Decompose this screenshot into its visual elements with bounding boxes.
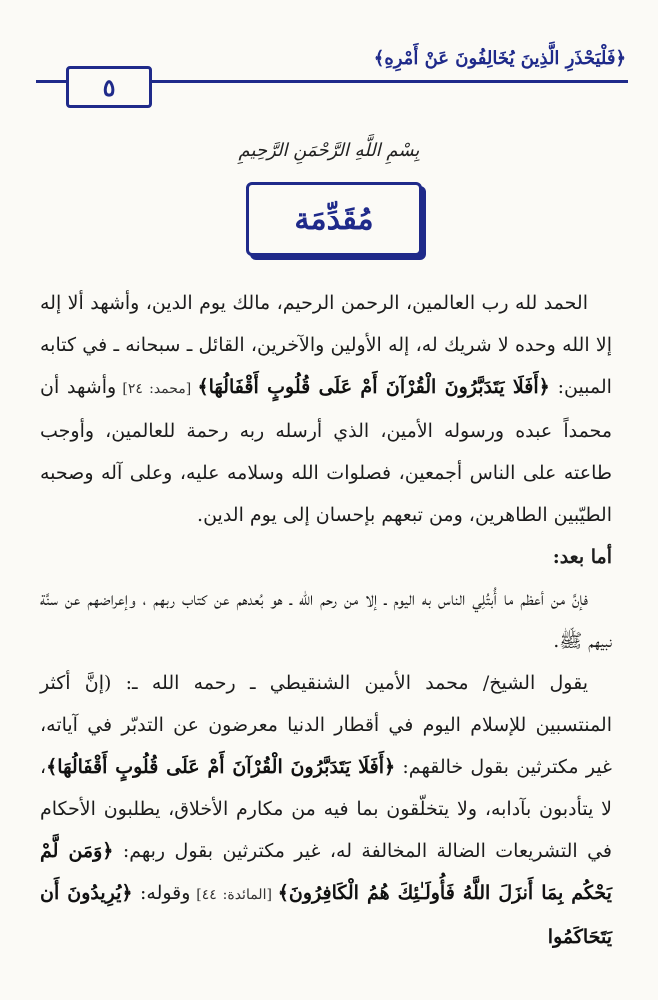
verse-reference: [محمد: ٢٤] — [116, 381, 198, 397]
paragraph-text: وقوله: — [132, 882, 191, 904]
quran-verse: ﴿وَمَن لَّمْ يَحْكُم بِمَا أَنزَلَ اللَّهُ فَأُولَـٰئِكَ هُمُ الْكَافِرُونَ﴾ — [40, 840, 612, 904]
page-number: ٥ — [66, 66, 152, 108]
paragraph-text: ، لا يتأدبون بآدابه، ولا يتخلّقون بما فيه من مكارم الأخلاق، يطلبون الأحكام في التشريعات الضالة المخالفة له، غير مكترثين بقول ربهم: — [40, 756, 613, 862]
quran-verse: ﴿أَفَلَا يَتَدَبَّرُونَ الْقُرْآنَ أَمْ عَلَى قُلُوبٍ أَقْفَالُهَا﴾ — [197, 376, 550, 398]
running-title: ﴿فَلْيَحْذَرِ الَّذِينَ يُخَالِفُونَ عَنْ أَمْرِهِ﴾ — [373, 48, 626, 69]
chapter-title: مُقَدِّمَة — [294, 201, 374, 237]
paragraph-text: وأشهد أن محمداً عبده ورسوله الأمين، الذي أرسله ربه رحمة للعالمين، وأوجب طاعته على الناس أجمعين، فصلوات الله وسلامه عليه، وعلى آله وصحبه الطيّبين الطاهرين، ومن تبعهم بإحسان إلى يوم الدين. — [40, 376, 612, 526]
basmala: بِسْمِ اللَّهِ الرَّحْمَنِ الرَّحِيمِ — [238, 140, 420, 161]
body-text — [40, 282, 612, 958]
paragraph-text: الحمد لله رب العالمين، الرحمن الرحيم، مالك يوم الدين، وأشهد ألا إله إلا الله وحده لا شريك له، إله الأولين والآخرين، القائل ـ سبحانه ـ في كتابه المبين: — [40, 292, 612, 398]
paragraph-quote — [40, 662, 612, 958]
paragraph-text: يقول الشيخ/ محمد الأمين الشنقيطي ـ رحمه الله ـ: (إنَّ أكثر المنتسبين للإسلام اليوم في أقطار الدنيا معرضون عن التدبّر في آياته، غير مكترثين بقول خالقهم: — [40, 672, 612, 778]
verse-reference: [المائدة: ٤٤] — [190, 887, 278, 903]
paragraph-intro — [40, 282, 612, 536]
section-heading: أما بعد: — [552, 546, 612, 568]
paragraph-2: فإنَّ من أعظم ما أُبتُلِي الناس به اليوم ـ إلا من رحم الله ـ هو بُعدهم عن كتاب ربهم ، وإعراضهم عن سنَّة نبيهم ﷺ. — [40, 588, 612, 652]
quran-verse: ﴿أَفَلَا يَتَدَبَّرُونَ الْقُرْآنَ أَمْ عَلَى قُلُوبٍ أَقْفَالُهَا﴾ — [46, 756, 396, 778]
title-frame — [246, 182, 422, 256]
page-header — [36, 48, 628, 108]
quran-verse: ﴿يُرِيدُونَ أَن يَتَحَاكَمُوا — [40, 882, 612, 948]
